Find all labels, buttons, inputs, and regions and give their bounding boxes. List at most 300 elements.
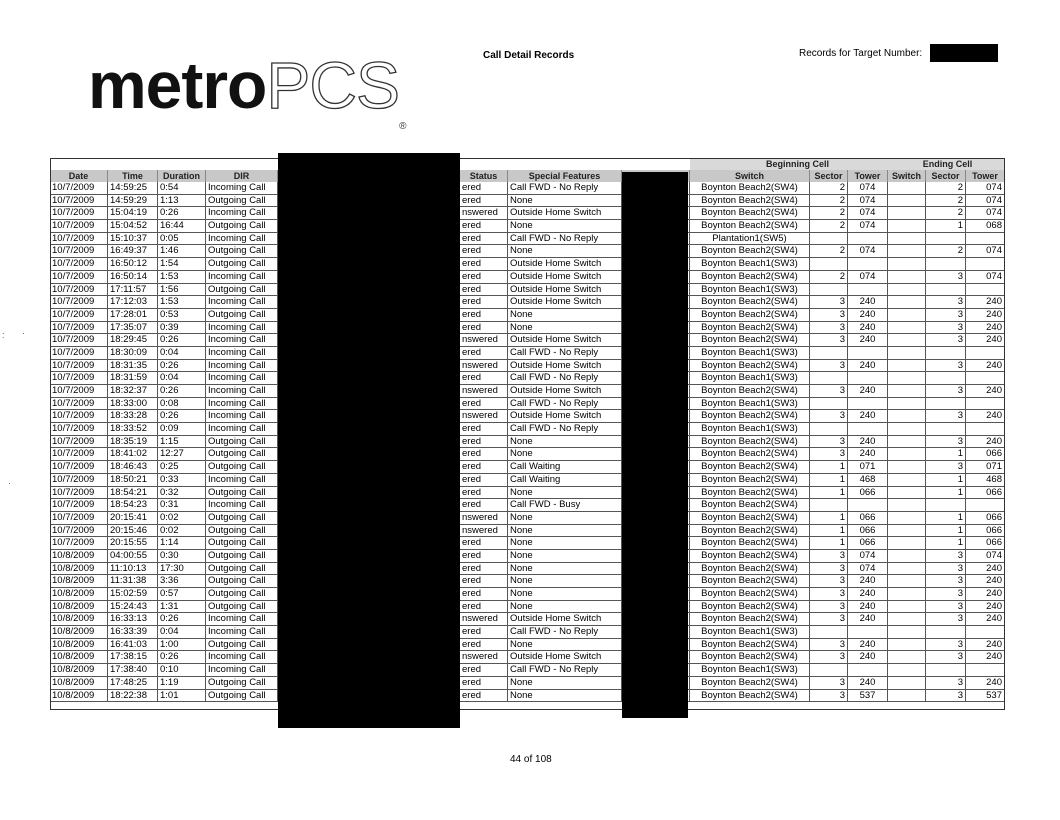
cell-duration: 0:02 [158, 512, 206, 524]
cell-dir: Outgoing Call [206, 436, 278, 448]
cell-begin-sector: 1 [810, 487, 848, 499]
cell-begin-switch: Boynton Beach2(SW4) [690, 537, 810, 549]
cell-date: 10/7/2009 [50, 296, 108, 308]
cell-dir: Incoming Call [206, 398, 278, 410]
cell-begin-switch: Boynton Beach2(SW4) [690, 195, 810, 207]
cell-begin-sector: 3 [810, 296, 848, 308]
cell-special-features: None [508, 436, 622, 448]
cell-status: ered [460, 461, 508, 473]
cell-dir: Incoming Call [206, 372, 278, 384]
cell-special-features: None [508, 220, 622, 232]
cell-status: ered [460, 182, 508, 194]
col-end-sector: Sector [926, 170, 966, 182]
cell-end-sector: 1 [926, 525, 966, 537]
cell-begin-switch: Plantation1(SW5) [690, 233, 810, 245]
cell-date: 10/8/2009 [50, 588, 108, 600]
cell-status: ered [460, 639, 508, 651]
cell-dir: Incoming Call [206, 296, 278, 308]
cell-date: 10/7/2009 [50, 385, 108, 397]
col-end-tower: Tower [966, 170, 1005, 182]
cell-end-tower: 240 [966, 575, 1005, 587]
redaction-block-main [278, 153, 460, 728]
cell-begin-tower: 240 [848, 613, 888, 625]
cell-duration: 1:13 [158, 195, 206, 207]
cell-time: 11:10:13 [108, 563, 158, 575]
cell-begin-tower: 240 [848, 309, 888, 321]
cell-begin-switch: Boynton Beach1(SW3) [690, 664, 810, 676]
cell-begin-sector: 3 [810, 385, 848, 397]
cell-begin-tower: 074 [848, 245, 888, 257]
cell-dir: Incoming Call [206, 499, 278, 511]
cell-time: 17:35:07 [108, 322, 158, 334]
cell-duration: 1:56 [158, 284, 206, 296]
cell-date: 10/7/2009 [50, 245, 108, 257]
cell-end-sector: 1 [926, 448, 966, 460]
cell-end-tower: 066 [966, 537, 1005, 549]
cell-special-features: Outside Home Switch [508, 296, 622, 308]
cell-status: ered [460, 309, 508, 321]
ending-cell-header: Ending Cell [890, 158, 1005, 170]
cell-begin-switch: Boynton Beach2(SW4) [690, 271, 810, 283]
col-end-switch: Switch [888, 170, 926, 182]
cell-begin-sector: 2 [810, 207, 848, 219]
document-title: Call Detail Records [483, 50, 575, 61]
cell-date: 10/7/2009 [50, 461, 108, 473]
cell-date: 10/8/2009 [50, 651, 108, 663]
cell-duration: 1:53 [158, 296, 206, 308]
cell-date: 10/8/2009 [50, 613, 108, 625]
cell-begin-tower: 071 [848, 461, 888, 473]
cell-end-tower: 240 [966, 334, 1005, 346]
cell-end-tower: 074 [966, 245, 1005, 257]
cell-begin-sector: 2 [810, 271, 848, 283]
cell-end-sector: 3 [926, 296, 966, 308]
cell-end-tower: 240 [966, 639, 1005, 651]
cell-duration: 3:36 [158, 575, 206, 587]
cell-duration: 0:08 [158, 398, 206, 410]
cell-begin-tower: 240 [848, 334, 888, 346]
cell-begin-tower: 066 [848, 525, 888, 537]
cell-special-features: None [508, 195, 622, 207]
cell-special-features: Outside Home Switch [508, 334, 622, 346]
cell-date: 10/8/2009 [50, 677, 108, 689]
cell-begin-tower: 240 [848, 639, 888, 651]
page-number: 44 of 108 [510, 754, 552, 765]
cell-duration: 1:19 [158, 677, 206, 689]
cell-duration: 0:32 [158, 487, 206, 499]
cell-special-features: None [508, 588, 622, 600]
cell-time: 17:12:03 [108, 296, 158, 308]
cell-begin-sector: 3 [810, 601, 848, 613]
cell-begin-tower: 074 [848, 550, 888, 562]
cell-time: 17:28:01 [108, 309, 158, 321]
cell-time: 18:54:23 [108, 499, 158, 511]
cell-date: 10/7/2009 [50, 423, 108, 435]
cell-begin-switch: Boynton Beach2(SW4) [690, 334, 810, 346]
cell-end-tower: 240 [966, 410, 1005, 422]
cell-time: 18:50:21 [108, 474, 158, 486]
cell-date: 10/7/2009 [50, 309, 108, 321]
cell-status: nswered [460, 651, 508, 663]
cell-special-features: Call FWD - No Reply [508, 423, 622, 435]
cell-dir: Incoming Call [206, 207, 278, 219]
cell-end-sector: 3 [926, 575, 966, 587]
cell-status: ered [460, 499, 508, 511]
cell-special-features: Call FWD - Busy [508, 499, 622, 511]
logo-pcs-text: PCS [266, 48, 400, 122]
cell-end-sector: 1 [926, 220, 966, 232]
cell-time: 04:00:55 [108, 550, 158, 562]
cell-dir: Outgoing Call [206, 220, 278, 232]
cell-end-tower: 468 [966, 474, 1005, 486]
cell-date: 10/7/2009 [50, 448, 108, 460]
cell-date: 10/8/2009 [50, 563, 108, 575]
cell-status: ered [460, 601, 508, 613]
cell-dir: Outgoing Call [206, 563, 278, 575]
cell-begin-tower: 240 [848, 436, 888, 448]
cell-begin-tower: 240 [848, 385, 888, 397]
cell-duration: 0:26 [158, 385, 206, 397]
cell-date: 10/8/2009 [50, 639, 108, 651]
cell-dir: Outgoing Call [206, 525, 278, 537]
cell-date: 10/7/2009 [50, 398, 108, 410]
cell-end-sector: 3 [926, 385, 966, 397]
cell-end-tower: 066 [966, 487, 1005, 499]
cell-dir: Incoming Call [206, 322, 278, 334]
cell-special-features: None [508, 525, 622, 537]
cell-end-sector: 3 [926, 550, 966, 562]
cell-dir: Outgoing Call [206, 245, 278, 257]
cell-time: 16:49:37 [108, 245, 158, 257]
cell-end-tower: 066 [966, 525, 1005, 537]
cell-special-features: None [508, 309, 622, 321]
cell-end-sector: 3 [926, 334, 966, 346]
cell-special-features: Call FWD - No Reply [508, 347, 622, 359]
cell-dir: Incoming Call [206, 664, 278, 676]
cell-begin-switch: Boynton Beach2(SW4) [690, 461, 810, 473]
cell-dir: Outgoing Call [206, 677, 278, 689]
cell-begin-switch: Boynton Beach2(SW4) [690, 639, 810, 651]
cell-begin-tower: 240 [848, 651, 888, 663]
cell-date: 10/7/2009 [50, 258, 108, 270]
cell-end-tower: 240 [966, 588, 1005, 600]
cell-time: 18:30:09 [108, 347, 158, 359]
cell-end-sector: 3 [926, 588, 966, 600]
cell-begin-switch: Boynton Beach2(SW4) [690, 436, 810, 448]
cell-begin-sector: 2 [810, 245, 848, 257]
cell-begin-sector: 3 [810, 690, 848, 702]
cell-begin-sector: 2 [810, 182, 848, 194]
cell-end-sector: 3 [926, 436, 966, 448]
cell-date: 10/7/2009 [50, 512, 108, 524]
cell-duration: 0:26 [158, 651, 206, 663]
cell-status: ered [460, 372, 508, 384]
cell-begin-sector: 1 [810, 474, 848, 486]
cell-duration: 0:04 [158, 372, 206, 384]
cell-end-sector: 2 [926, 182, 966, 194]
cell-end-tower: 240 [966, 601, 1005, 613]
cell-time: 18:46:43 [108, 461, 158, 473]
cell-status: ered [460, 487, 508, 499]
cell-duration: 0:05 [158, 233, 206, 245]
call-detail-table [50, 158, 1005, 710]
cell-time: 18:31:59 [108, 372, 158, 384]
scan-mark: · [8, 478, 11, 488]
cell-begin-switch: Boynton Beach2(SW4) [690, 550, 810, 562]
cell-begin-tower: 074 [848, 195, 888, 207]
col-dir: DIR [206, 170, 278, 182]
cell-begin-switch: Boynton Beach2(SW4) [690, 512, 810, 524]
cell-begin-switch: Boynton Beach2(SW4) [690, 563, 810, 575]
cell-date: 10/7/2009 [50, 372, 108, 384]
cell-begin-sector: 3 [810, 309, 848, 321]
cell-begin-switch: Boynton Beach2(SW4) [690, 385, 810, 397]
cell-begin-switch: Boynton Beach1(SW3) [690, 258, 810, 270]
cell-begin-sector: 3 [810, 575, 848, 587]
cell-special-features: None [508, 537, 622, 549]
cell-begin-sector: 3 [810, 550, 848, 562]
cell-status: nswered [460, 525, 508, 537]
cell-begin-tower: 240 [848, 575, 888, 587]
cell-duration: 0:26 [158, 207, 206, 219]
cell-special-features: Outside Home Switch [508, 613, 622, 625]
cell-date: 10/7/2009 [50, 220, 108, 232]
cell-special-features: None [508, 245, 622, 257]
cell-time: 16:33:13 [108, 613, 158, 625]
cell-end-tower: 240 [966, 651, 1005, 663]
cell-end-tower: 071 [966, 461, 1005, 473]
col-duration: Duration [158, 170, 206, 182]
metropcs-logo [88, 48, 406, 132]
target-number-label: Records for Target Number: [799, 48, 923, 59]
cell-time: 16:50:14 [108, 271, 158, 283]
cell-end-sector: 1 [926, 487, 966, 499]
cell-duration: 1:15 [158, 436, 206, 448]
cell-begin-switch: Boynton Beach2(SW4) [690, 182, 810, 194]
cell-duration: 0:53 [158, 309, 206, 321]
cell-special-features: Call FWD - No Reply [508, 626, 622, 638]
cell-dir: Incoming Call [206, 334, 278, 346]
cell-status: ered [460, 423, 508, 435]
cell-date: 10/7/2009 [50, 271, 108, 283]
cell-begin-sector: 3 [810, 360, 848, 372]
col-begin-tower: Tower [848, 170, 888, 182]
cell-end-tower: 240 [966, 309, 1005, 321]
cell-special-features: Outside Home Switch [508, 410, 622, 422]
cell-duration: 0:25 [158, 461, 206, 473]
cell-date: 10/7/2009 [50, 347, 108, 359]
cell-begin-tower: 066 [848, 537, 888, 549]
cell-begin-sector: 3 [810, 563, 848, 575]
cell-begin-switch: Boynton Beach2(SW4) [690, 296, 810, 308]
cell-end-sector: 3 [926, 639, 966, 651]
cell-begin-switch: Boynton Beach1(SW3) [690, 372, 810, 384]
cell-status: ered [460, 258, 508, 270]
cell-begin-sector: 3 [810, 334, 848, 346]
cell-end-tower: 066 [966, 448, 1005, 460]
cell-time: 15:04:19 [108, 207, 158, 219]
cell-end-sector: 1 [926, 474, 966, 486]
cell-date: 10/7/2009 [50, 195, 108, 207]
cell-duration: 0:39 [158, 322, 206, 334]
cell-end-tower: 240 [966, 385, 1005, 397]
cell-special-features: None [508, 601, 622, 613]
cell-status: ered [460, 550, 508, 562]
cell-begin-switch: Boynton Beach2(SW4) [690, 474, 810, 486]
cell-time: 15:04:52 [108, 220, 158, 232]
cell-status: ered [460, 474, 508, 486]
cell-end-tower: 537 [966, 690, 1005, 702]
cell-special-features: Outside Home Switch [508, 258, 622, 270]
cell-status: ered [460, 563, 508, 575]
scan-mark: · [22, 328, 25, 338]
cell-begin-switch: Boynton Beach2(SW4) [690, 651, 810, 663]
cell-time: 18:32:37 [108, 385, 158, 397]
cell-begin-tower: 240 [848, 360, 888, 372]
cell-begin-tower: 240 [848, 677, 888, 689]
cell-dir: Incoming Call [206, 182, 278, 194]
cell-end-tower: 074 [966, 182, 1005, 194]
cell-status: ered [460, 575, 508, 587]
cell-time: 20:15:55 [108, 537, 158, 549]
cell-dir: Outgoing Call [206, 690, 278, 702]
cell-special-features: Call FWD - No Reply [508, 664, 622, 676]
cell-special-features: Call FWD - No Reply [508, 233, 622, 245]
cell-end-sector: 3 [926, 601, 966, 613]
cell-end-tower: 074 [966, 271, 1005, 283]
cell-special-features: Outside Home Switch [508, 284, 622, 296]
cell-special-features: None [508, 512, 622, 524]
cell-begin-sector: 3 [810, 639, 848, 651]
cell-duration: 0:33 [158, 474, 206, 486]
cell-dir: Incoming Call [206, 360, 278, 372]
cell-status: nswered [460, 385, 508, 397]
cell-begin-switch: Boynton Beach1(SW3) [690, 626, 810, 638]
cell-end-sector: 3 [926, 461, 966, 473]
cell-begin-switch: Boynton Beach2(SW4) [690, 677, 810, 689]
cell-end-sector: 3 [926, 563, 966, 575]
col-date: Date [50, 170, 108, 182]
cell-duration: 0:10 [158, 664, 206, 676]
cell-status: ered [460, 436, 508, 448]
cell-begin-sector: 1 [810, 537, 848, 549]
cell-special-features: None [508, 448, 622, 460]
cell-time: 11:31:38 [108, 575, 158, 587]
cell-duration: 0:31 [158, 499, 206, 511]
cell-begin-tower: 468 [848, 474, 888, 486]
cell-begin-tower: 074 [848, 207, 888, 219]
cell-begin-sector: 2 [810, 220, 848, 232]
cell-end-sector: 2 [926, 195, 966, 207]
cell-duration: 0:04 [158, 626, 206, 638]
cell-begin-sector: 3 [810, 677, 848, 689]
cell-begin-switch: Boynton Beach1(SW3) [690, 398, 810, 410]
cell-duration: 0:30 [158, 550, 206, 562]
cell-date: 10/7/2009 [50, 233, 108, 245]
beginning-cell-header: Beginning Cell [690, 158, 905, 170]
cell-dir: Incoming Call [206, 233, 278, 245]
cell-duration: 12:27 [158, 448, 206, 460]
cell-dir: Outgoing Call [206, 575, 278, 587]
cell-time: 18:33:28 [108, 410, 158, 422]
cell-date: 10/7/2009 [50, 499, 108, 511]
cell-special-features: Outside Home Switch [508, 651, 622, 663]
cell-end-tower: 240 [966, 296, 1005, 308]
cell-date: 10/7/2009 [50, 487, 108, 499]
cell-begin-tower: 537 [848, 690, 888, 702]
cell-status: ered [460, 245, 508, 257]
cell-begin-switch: Boynton Beach1(SW3) [690, 423, 810, 435]
cell-special-features: None [508, 487, 622, 499]
cell-time: 20:15:46 [108, 525, 158, 537]
cell-begin-tower: 240 [848, 588, 888, 600]
cell-status: nswered [460, 207, 508, 219]
cell-date: 10/7/2009 [50, 537, 108, 549]
cell-duration: 0:57 [158, 588, 206, 600]
cell-status: ered [460, 690, 508, 702]
cell-status: ered [460, 284, 508, 296]
cell-special-features: None [508, 639, 622, 651]
cell-end-sector: 3 [926, 322, 966, 334]
cell-date: 10/7/2009 [50, 525, 108, 537]
cell-begin-sector: 2 [810, 195, 848, 207]
cell-begin-switch: Boynton Beach2(SW4) [690, 690, 810, 702]
cell-begin-switch: Boynton Beach2(SW4) [690, 575, 810, 587]
redaction-block-callerid [622, 172, 688, 718]
cell-begin-sector: 3 [810, 436, 848, 448]
cell-begin-sector: 3 [810, 651, 848, 663]
cell-dir: Outgoing Call [206, 448, 278, 460]
cell-duration: 17:30 [158, 563, 206, 575]
logo-registered-mark: ® [399, 121, 406, 132]
cell-duration: 1:01 [158, 690, 206, 702]
cell-begin-sector: 1 [810, 525, 848, 537]
cell-end-tower: 066 [966, 512, 1005, 524]
cell-begin-switch: Boynton Beach2(SW4) [690, 410, 810, 422]
cell-begin-sector: 3 [810, 448, 848, 460]
cell-begin-tower: 066 [848, 487, 888, 499]
cell-special-features: Call Waiting [508, 461, 622, 473]
cell-begin-tower: 240 [848, 296, 888, 308]
cell-dir: Outgoing Call [206, 461, 278, 473]
cell-begin-sector: 1 [810, 512, 848, 524]
cell-date: 10/8/2009 [50, 664, 108, 676]
cell-end-tower: 074 [966, 207, 1005, 219]
cell-status: ered [460, 588, 508, 600]
cell-begin-switch: Boynton Beach2(SW4) [690, 220, 810, 232]
cell-special-features: None [508, 550, 622, 562]
cell-end-sector: 2 [926, 245, 966, 257]
cell-time: 17:38:40 [108, 664, 158, 676]
cell-begin-switch: Boynton Beach2(SW4) [690, 322, 810, 334]
cell-date: 10/7/2009 [50, 360, 108, 372]
cell-time: 15:24:43 [108, 601, 158, 613]
cell-begin-sector: 3 [810, 322, 848, 334]
cell-end-tower: 074 [966, 550, 1005, 562]
cell-time: 15:10:37 [108, 233, 158, 245]
cell-time: 17:38:15 [108, 651, 158, 663]
cell-date: 10/8/2009 [50, 575, 108, 587]
cell-begin-tower: 240 [848, 322, 888, 334]
cell-date: 10/8/2009 [50, 550, 108, 562]
cell-dir: Outgoing Call [206, 639, 278, 651]
cell-begin-tower: 240 [848, 601, 888, 613]
cell-time: 18:33:00 [108, 398, 158, 410]
table-border [50, 158, 1005, 710]
cell-begin-tower: 074 [848, 220, 888, 232]
cell-dir: Incoming Call [206, 651, 278, 663]
cell-time: 20:15:41 [108, 512, 158, 524]
